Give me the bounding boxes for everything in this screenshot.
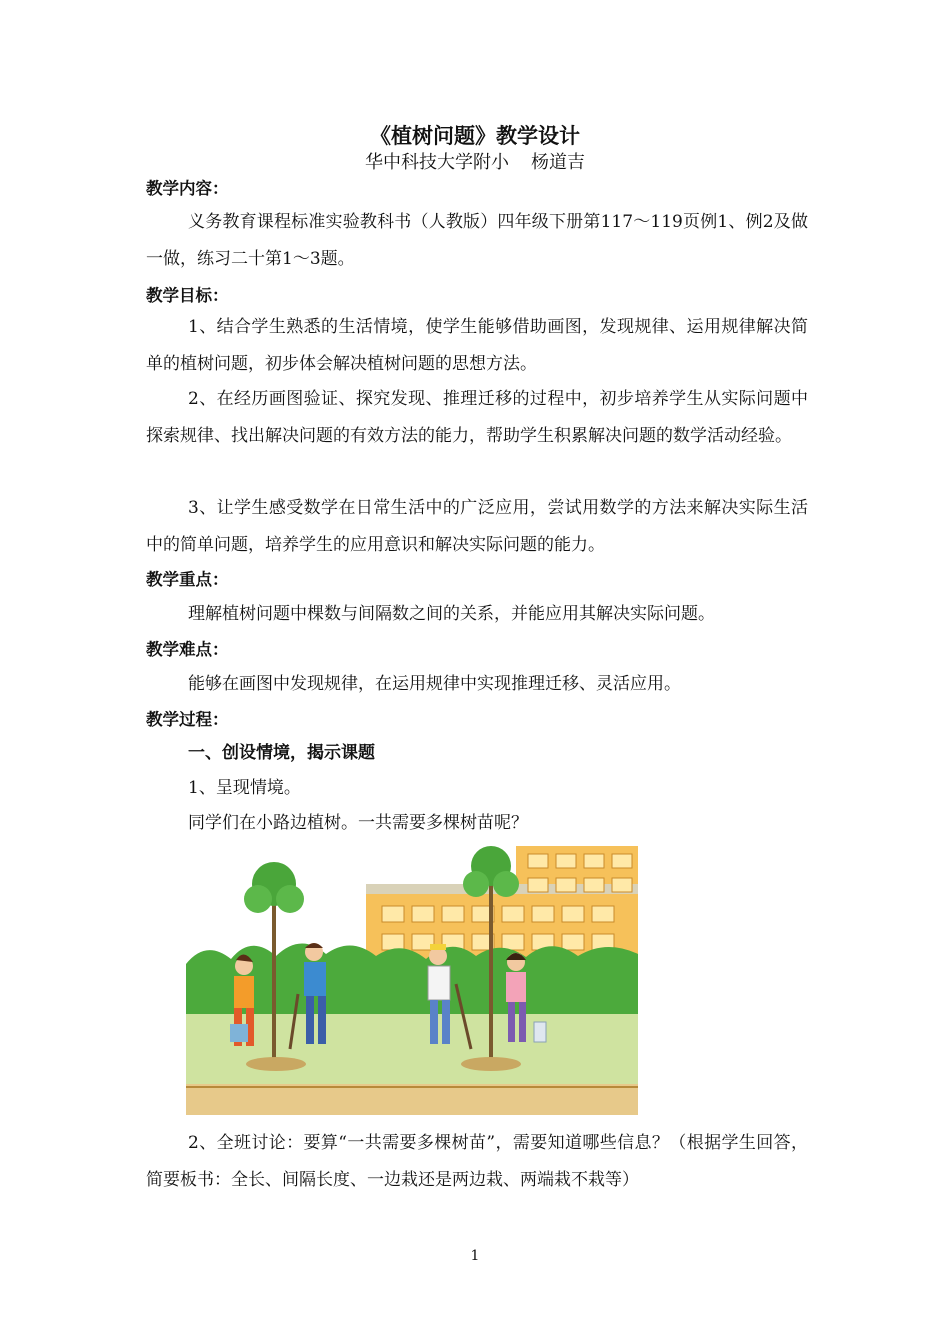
step-2: 2、全班讨论：要算“一共需要多棵树苗”，需要知道哪些信息？（根据学生回答，简要板书：全长、间隔长度、一边栽还是两边栽、两端栽不栽等） bbox=[146, 1133, 808, 1190]
author-line bbox=[0, 150, 950, 176]
difficulty-heading: 教学难点： bbox=[146, 640, 229, 659]
key-text: 理解植树问题中棵数与间隔数之间的关系，并能应用其解决实际问题。 bbox=[188, 604, 715, 624]
tree-planting-illustration bbox=[186, 844, 638, 1115]
content-heading: 教学内容： bbox=[146, 179, 229, 198]
key-heading: 教学重点： bbox=[146, 570, 229, 589]
goal-2: 2、在经历画图验证、探究发现、推理迁移的过程中，初步培养学生从实际问题中探索规律、找出解决问题的有效方法的能力，帮助学生积累解决问题的数学活动经验。 bbox=[146, 389, 808, 446]
part-1-heading: 一、创设情境，揭示课题 bbox=[188, 743, 375, 763]
goal-1: 1、结合学生熟悉的生活情境，使学生能够借助画图，发现规律、运用规律解决简单的植树问题，初步体会解决植树问题的思想方法。 bbox=[146, 317, 808, 374]
goal-3: 3、让学生感受数学在日常生活中的广泛应用，尝试用数学的方法来解决实际生活中的简单问题，培养学生的应用意识和解决实际问题的能力。 bbox=[146, 498, 808, 555]
goals-heading: 教学目标： bbox=[146, 286, 229, 305]
page-number: 1 bbox=[470, 1248, 480, 1264]
path bbox=[186, 1084, 638, 1115]
process-heading: 教学过程： bbox=[146, 710, 229, 729]
step-1: 1、呈现情境。 bbox=[188, 778, 301, 798]
author-name: 杨道吉 bbox=[531, 152, 585, 173]
document-title: 《植树问题》教学设计 bbox=[370, 123, 580, 148]
author-school: 华中科技大学附小 bbox=[365, 152, 509, 173]
content-text: 义务教育课程标准实验教科书（人教版）四年级下册第117～119页例1、例2及做一做，练习二十第1～3题。 bbox=[146, 212, 808, 269]
difficulty-text: 能够在画图中发现规律，在运用规律中实现推理迁移、灵活应用。 bbox=[188, 674, 681, 694]
step-1-text: 同学们在小路边植树。一共需要多棵树苗呢？ bbox=[188, 813, 528, 833]
